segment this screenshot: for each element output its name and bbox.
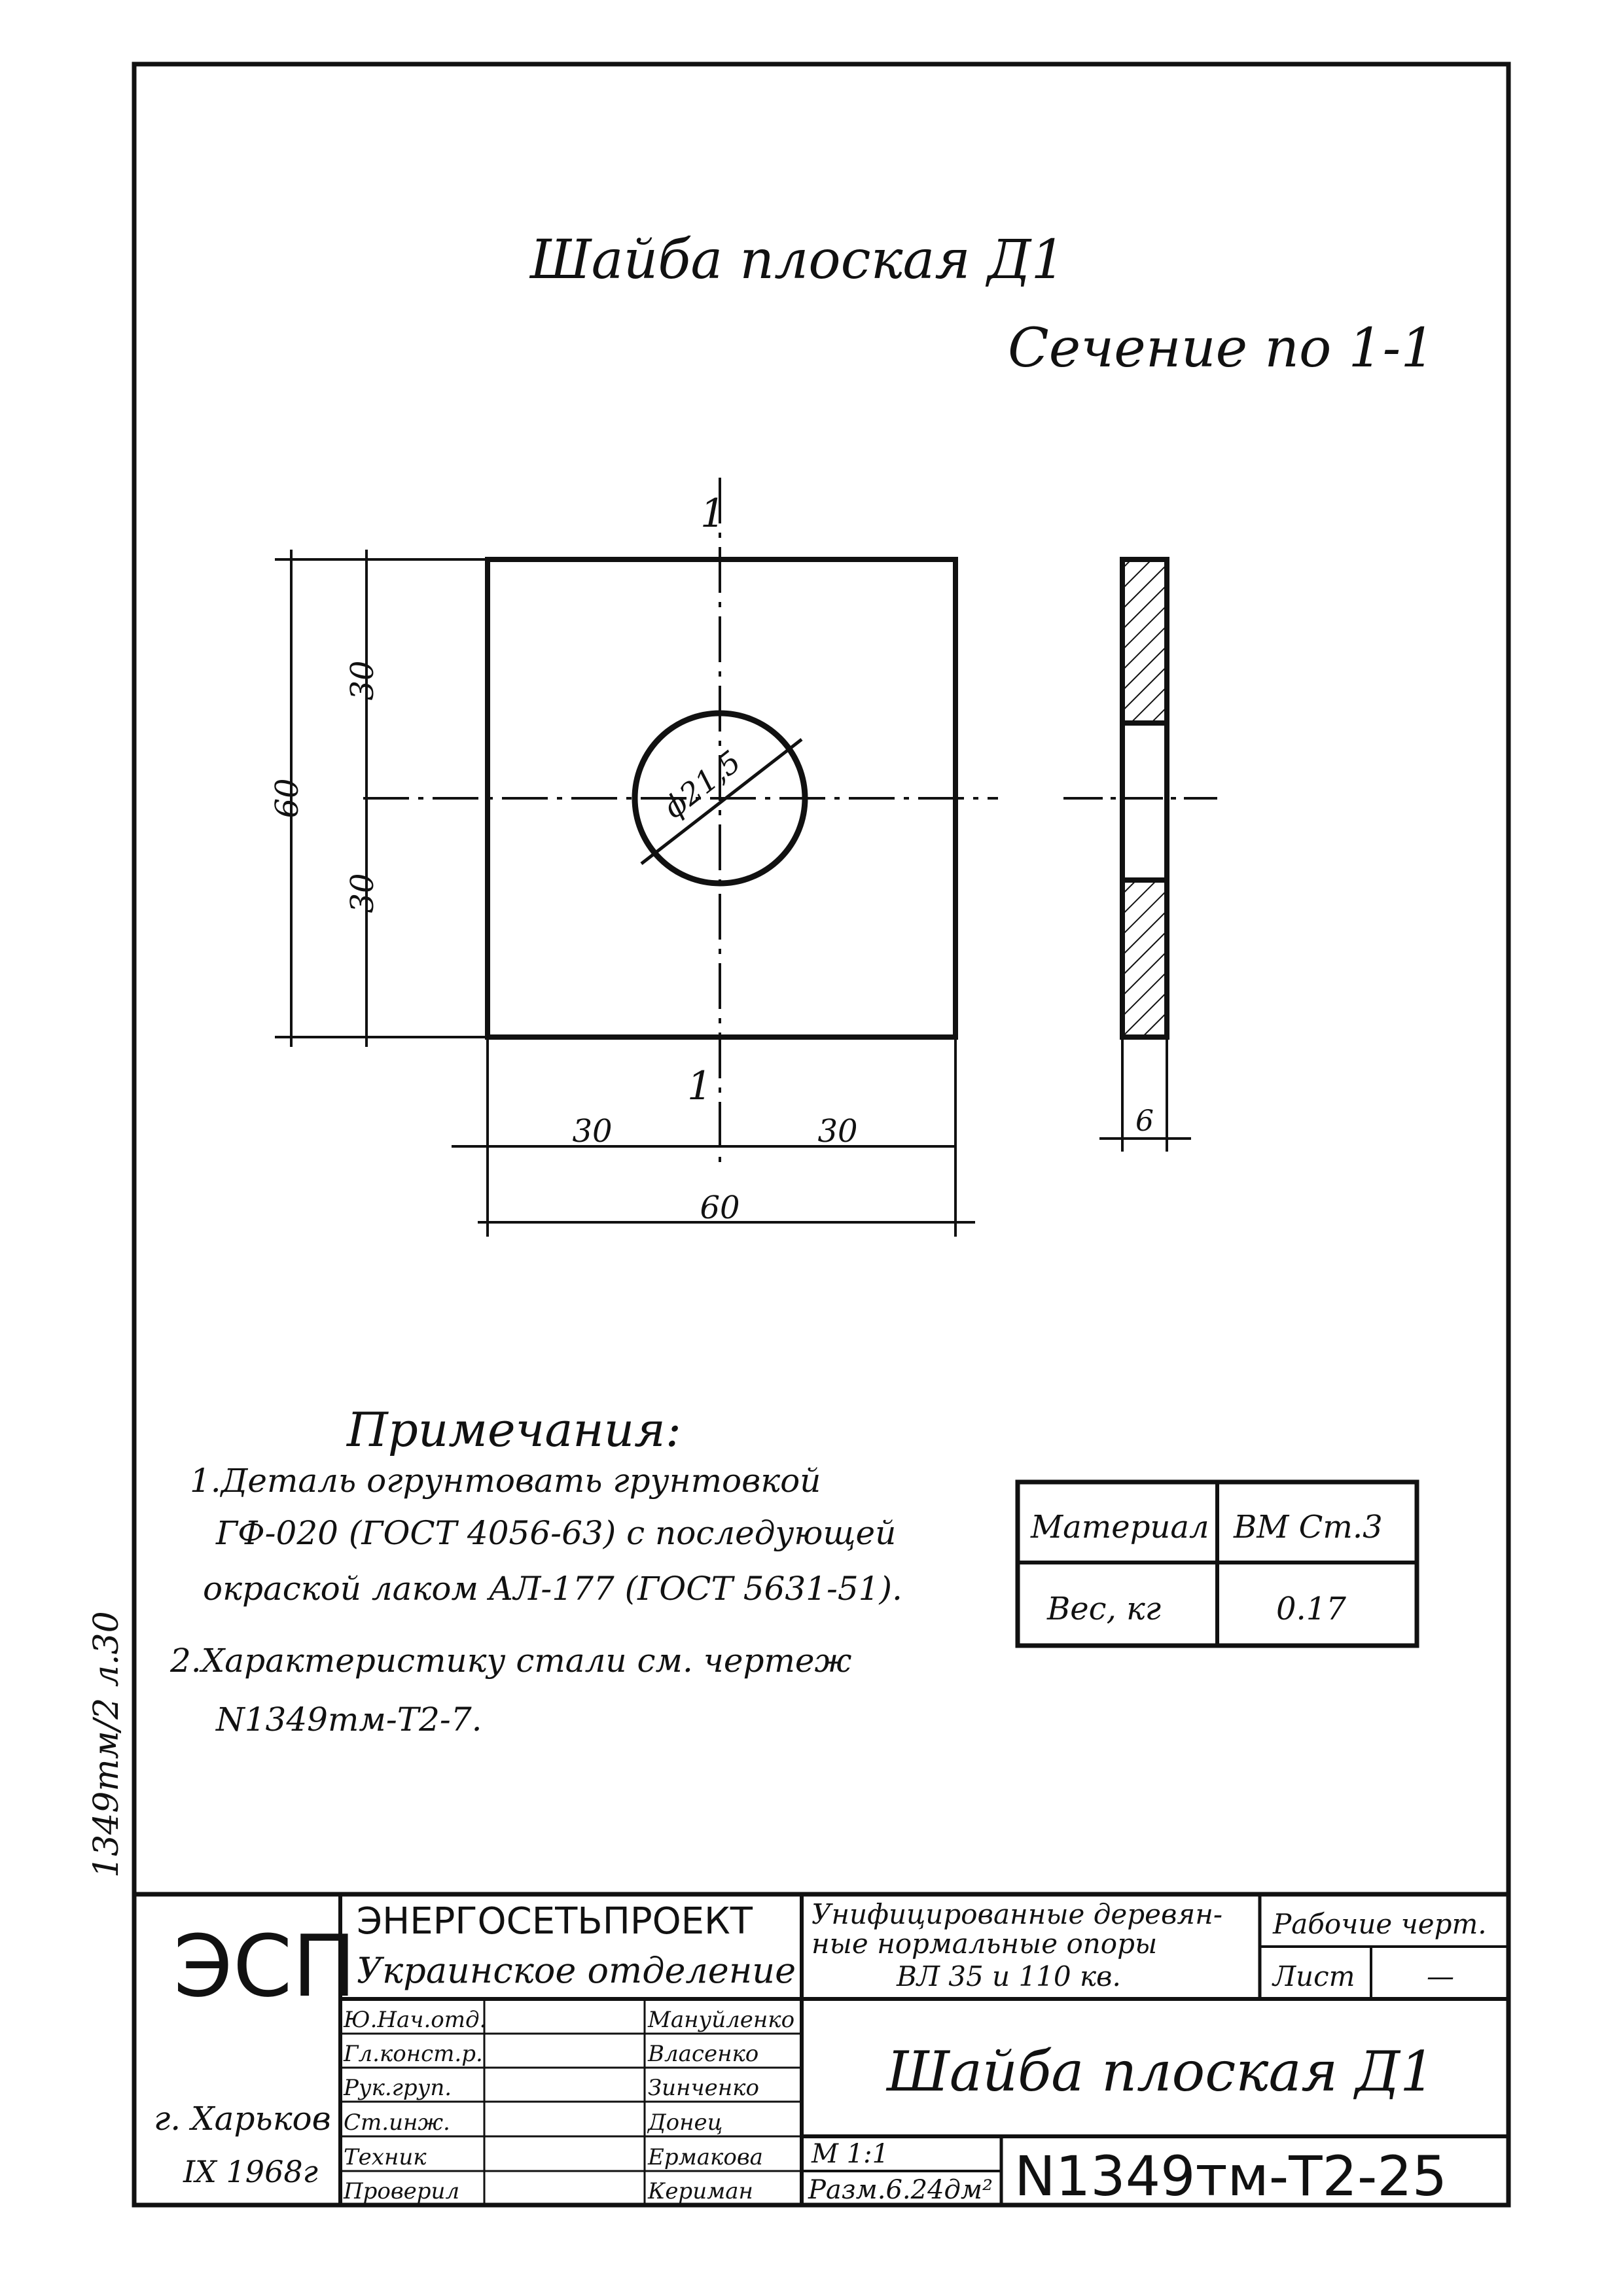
drawing-name: Шайба плоская Д1 xyxy=(887,2040,1435,2104)
section-hole-gap xyxy=(1122,723,1167,880)
dim-height-total: 60 xyxy=(269,778,306,819)
weight-value: 0.17 xyxy=(1276,1591,1346,1627)
section-view xyxy=(1063,559,1217,1152)
hole-diameter-label: ϕ21,5 xyxy=(656,743,748,826)
plan-view xyxy=(269,478,998,1237)
project-line-1: Унифицированные деревян- xyxy=(812,1898,1223,1930)
name-2: Власенко xyxy=(648,2041,759,2067)
role-4: Ст.инж. xyxy=(344,2110,450,2136)
section-lower-part xyxy=(1122,880,1167,1037)
notes xyxy=(169,1402,902,1739)
dim-left-half: 30 xyxy=(572,1113,613,1150)
role-1: Ю.Нач.отд. xyxy=(344,2007,487,2033)
weight-label: Вес, кг xyxy=(1047,1591,1161,1627)
sheet-size: Разм.6.24дм² xyxy=(808,2175,993,2205)
dim-right-half: 30 xyxy=(817,1113,858,1150)
project-line-2: ные нормальные опоры xyxy=(812,1928,1158,1960)
name-6: Кериман xyxy=(648,2178,753,2204)
section-title: Сечение по 1-1 xyxy=(1008,317,1435,380)
cut-label-top: 1 xyxy=(700,491,726,537)
note-line-1: 1.Деталь огрунтовать грунтовкой xyxy=(190,1462,821,1500)
section-upper-part xyxy=(1122,559,1167,723)
title-block xyxy=(134,1894,1508,2208)
stage: Рабочие черт. xyxy=(1273,1908,1487,1940)
role-6: Проверил xyxy=(344,2178,460,2204)
org-division: Украинское отделение xyxy=(357,1950,796,1991)
role-2: Гл.конст.р. xyxy=(344,2041,483,2067)
note-line-4: 2.Характеристику стали см. чертеж xyxy=(170,1642,852,1680)
project-line-3: ВЛ 35 и 110 кв. xyxy=(897,1960,1121,1992)
org-logo: ЭСП xyxy=(173,1916,357,2016)
material-value: ВМ Ст.3 xyxy=(1234,1509,1383,1545)
dim-width-total: 60 xyxy=(700,1190,740,1226)
sheet-label: Лист xyxy=(1273,1960,1355,1992)
note-line-2: ГФ-020 (ГОСТ 4056-63) с последующей xyxy=(216,1514,897,1552)
drawing-number: N1349тм-Т2-25 xyxy=(1014,2144,1448,2208)
material-table xyxy=(1018,1482,1417,1646)
note-line-5: N1349тм-Т2-7. xyxy=(216,1701,482,1739)
name-5: Ермакова xyxy=(648,2144,763,2170)
name-1: Мануйленко xyxy=(648,2007,795,2033)
dim-lower-half: 30 xyxy=(344,873,381,913)
notes-heading: Примечания: xyxy=(347,1402,681,1457)
note-line-3: окраской лаком АЛ-177 (ГОСТ 5631-51). xyxy=(203,1570,902,1608)
material-label: Материал xyxy=(1031,1509,1209,1545)
archive-margin-note: 1349тм/2 л.30 xyxy=(87,1611,126,1878)
org-name: ЭНЕРГОСЕТЬПРОЕКТ xyxy=(357,1900,753,1943)
date: IX 1968г xyxy=(183,2154,318,2189)
name-3: Зинченко xyxy=(648,2075,759,2101)
scale: М 1:1 xyxy=(812,2139,889,2169)
dim-thickness: 6 xyxy=(1135,1104,1154,1138)
sheet-value: — xyxy=(1427,1960,1454,1992)
cut-label-bottom: 1 xyxy=(687,1063,713,1109)
drawing-title: Шайба плоская Д1 xyxy=(530,229,1065,291)
name-4: Донец xyxy=(648,2110,723,2136)
role-5: Техник xyxy=(344,2144,427,2170)
dim-upper-half: 30 xyxy=(344,660,381,701)
city: г. Харьков xyxy=(154,2100,331,2138)
role-3: Рук.груп. xyxy=(344,2075,452,2101)
